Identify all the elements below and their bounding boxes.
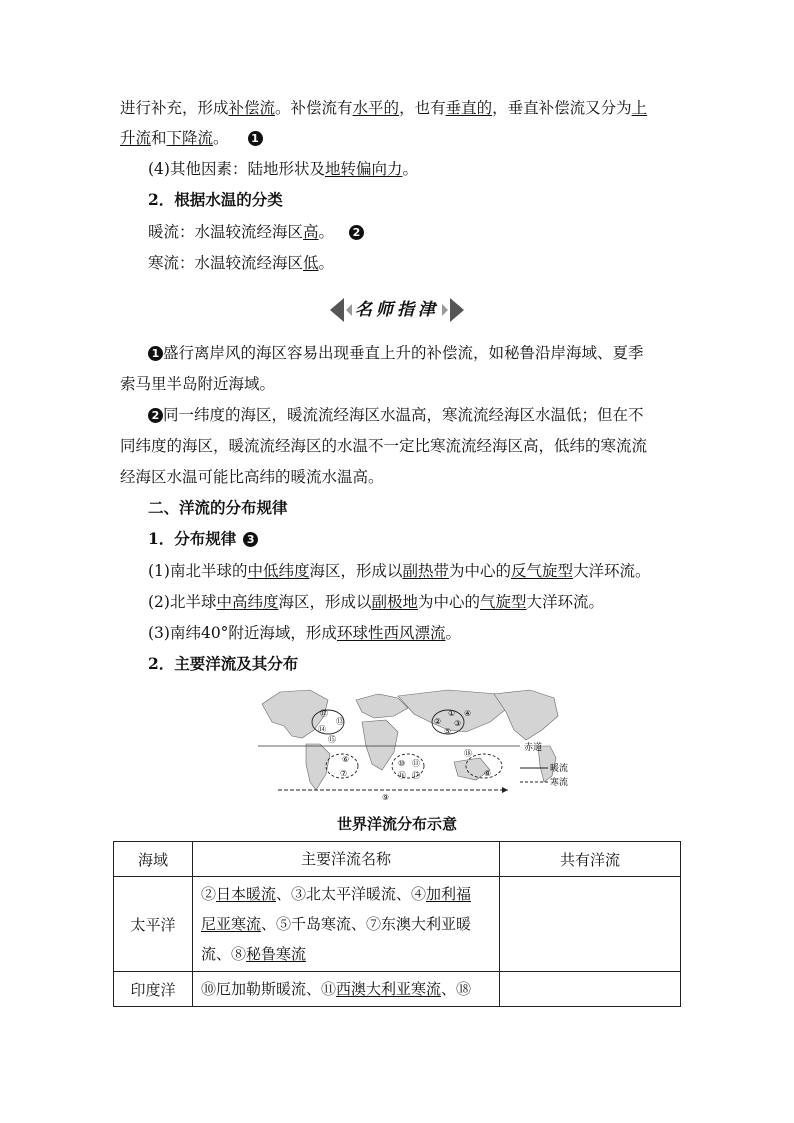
tip-2: 2 同一纬度的海区，暖流流经海区水温高，寒流流经海区水温低；但在不 xyxy=(148,404,644,426)
cold-current-definition: 寒流：水温较流经海区低。 xyxy=(148,254,335,272)
world-map-image xyxy=(258,686,576,804)
distribution-rules-title: 1．分布规律 3 xyxy=(148,528,260,550)
row-indian-currents: ⑩厄加勒斯暖流、⑪西澳大利亚寒流、⑱ xyxy=(193,972,500,1007)
main-currents-title: 2．主要洋流及其分布 xyxy=(148,654,299,673)
row-pacific-shared xyxy=(500,877,681,972)
table-row xyxy=(114,972,681,1007)
svg-text:①: ① xyxy=(448,709,456,718)
tips-banner xyxy=(330,296,464,324)
warm-current-definition: 暖流：水温较流经海区高。 2 xyxy=(148,221,366,243)
svg-text:⑯: ⑯ xyxy=(398,771,406,780)
note-marker-3[interactable]: 3 xyxy=(243,532,258,547)
note-marker-2[interactable]: 2 xyxy=(349,225,364,240)
tip-2-cont-2: 经海区水温可能比高纬的暖流水温高。 xyxy=(120,468,384,486)
table-header-row xyxy=(114,842,681,877)
map-label-cold: 寒流 xyxy=(550,778,569,788)
banner-title: 名师指津 xyxy=(355,300,439,320)
paragraph-compensation-current: 进行补充，形成补偿流。补偿流有水平的，也有垂直的，垂直补偿流又分为上 xyxy=(120,99,648,117)
tip-1: 1 盛行离岸风的海区容易出现垂直上升的补偿流，如秘鲁沿岸海域、夏季 xyxy=(148,342,644,364)
header-sea-area: 海域 xyxy=(114,842,193,877)
world-currents-map xyxy=(258,686,576,804)
svg-text:⑧: ⑧ xyxy=(484,769,492,778)
svg-text:⑮: ⑮ xyxy=(328,735,336,744)
svg-text:⑱: ⑱ xyxy=(464,749,472,758)
row-indian-shared xyxy=(500,972,681,1007)
svg-text:⑬: ⑬ xyxy=(336,717,344,726)
svg-text:③: ③ xyxy=(454,719,462,728)
tip-marker-2: 2 xyxy=(148,408,163,423)
svg-text:⑪: ⑪ xyxy=(412,759,420,768)
svg-text:⑦: ⑦ xyxy=(340,769,348,778)
row-indian-name: 印度洋 xyxy=(114,972,193,1007)
tip-1-cont: 索马里半岛附近海域。 xyxy=(120,375,276,393)
svg-text:⑰: ⑰ xyxy=(412,771,420,780)
svg-text:⑨: ⑨ xyxy=(382,793,390,802)
svg-text:④: ④ xyxy=(464,709,472,718)
map-label-warm: 暖流 xyxy=(550,764,569,774)
map-label-equator: 赤道 xyxy=(524,743,543,753)
rule-3: (3)南纬40°附近海域，形成环球性西风漂流。 xyxy=(148,624,461,642)
other-factors-item: (4)其他因素：陆地形状及地转偏向力。 xyxy=(148,160,418,178)
svg-text:⑩: ⑩ xyxy=(398,759,406,768)
svg-text:⑫: ⑫ xyxy=(320,709,328,718)
rule-2: (2)北半球中高纬度海区，形成以副极地为中心的气旋型大洋环流。 xyxy=(148,593,605,611)
tip-2-cont-1: 同纬度的海区，暖流流经海区的水温不一定比寒流流经海区高，低纬的寒流流 xyxy=(120,437,648,455)
section-temperature-title: 2．根据水温的分类 xyxy=(148,190,283,209)
svg-text:②: ② xyxy=(434,717,442,726)
svg-text:⑥: ⑥ xyxy=(342,755,350,764)
row-pacific-name: 太平洋 xyxy=(114,877,193,972)
tip-marker-1: 1 xyxy=(148,346,163,361)
ocean-currents-table xyxy=(113,841,681,1007)
row-pacific-currents: ②日本暖流、③北太平洋暖流、④加利福 尼亚寒流、⑤千岛寒流、⑦东澳大利亚暖 流、⑧秘鲁寒流 xyxy=(193,877,500,972)
map-caption: 世界洋流分布示意 xyxy=(336,815,457,833)
header-shared-currents: 共有洋流 xyxy=(500,842,681,877)
header-main-currents: 主要洋流名称 xyxy=(193,842,500,877)
part-two-title: 二、洋流的分布规律 xyxy=(148,498,288,517)
note-marker-1[interactable]: 1 xyxy=(248,131,263,146)
svg-text:⑭: ⑭ xyxy=(318,725,326,734)
paragraph-compensation-current-cont: 升流和下降流。 1 xyxy=(120,127,265,149)
svg-text:⑤: ⑤ xyxy=(444,727,452,736)
table-row xyxy=(114,877,681,972)
rule-1: (1)南北半球的中低纬度海区，形成以副热带为中心的反气旋型大洋环流。 xyxy=(148,562,651,580)
